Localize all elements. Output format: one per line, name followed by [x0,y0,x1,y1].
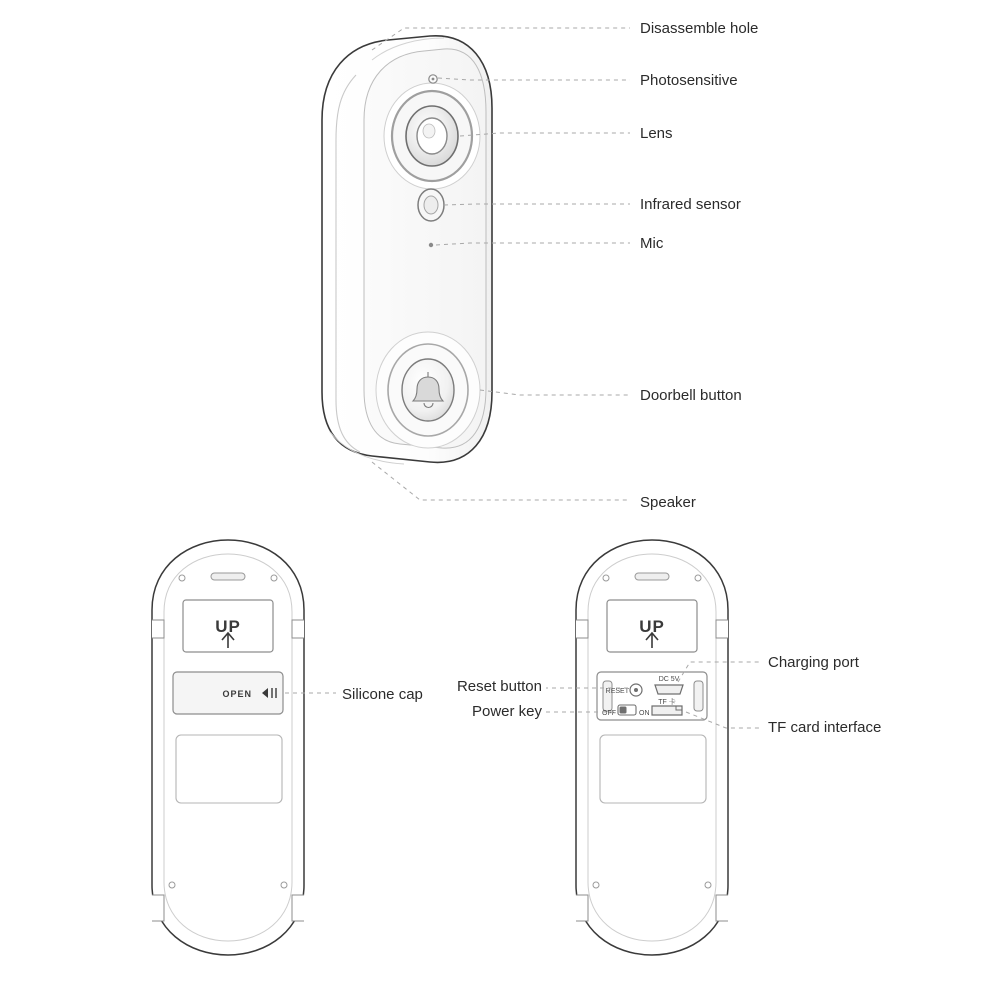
callout-label-speaker: Speaker [640,494,696,511]
open-text: OPEN [222,689,252,699]
callout-label-photosensitive: Photosensitive [640,72,738,89]
front-view-body [322,36,492,464]
on-text: ON [639,710,650,717]
dc5v-text: DC 5V [658,676,680,683]
callout-label-infrared-sensor: Infrared sensor [640,196,741,213]
off-text: OFF [602,710,616,717]
callout-label-mic: Mic [640,235,664,252]
reset-port-text: RESET [605,688,629,695]
back-view-right-art [576,540,728,955]
callout-label-power-key: Power key [471,703,542,720]
callout-label-reset-button: Reset button [456,678,542,695]
tf-card-text: TF 卡 [658,699,676,706]
back-view-left-art [152,540,304,955]
callout-label-doorbell-button: Doorbell button [640,387,742,404]
callout-label-charging-port: Charging port [768,654,859,671]
callout-label-tf-card-interface: TF card interface [768,719,882,736]
callout-label-disassemble-hole: Disassemble hole [640,20,759,37]
callout-label-lens: Lens [640,125,673,142]
up-text-left: UP [215,617,241,636]
up-text-right: UP [639,617,665,636]
callout-label-silicone-cap: Silicone cap [342,686,423,703]
